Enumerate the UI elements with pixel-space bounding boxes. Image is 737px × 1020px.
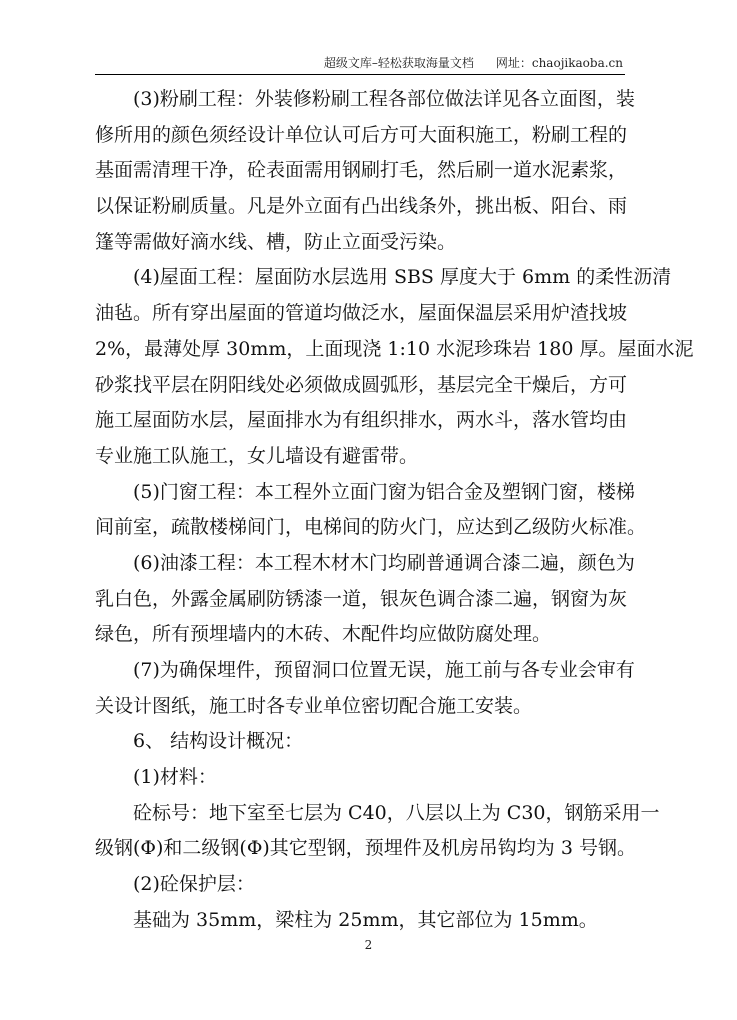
text-line: (3)粉刷工程：外装修粉刷工程各部位做法详见各立面图，装 [133,88,635,110]
header-site-name: 超级文库–轻松获取海量文档 [323,56,474,70]
text-line: 以保证粉刷质量。凡是外立面有凸出线条外，挑出板、阳台、雨 [95,195,628,218]
text-line: 修所用的颜色须经设计单位认可后方可大面积施工，粉刷工程的 [95,123,628,146]
subsection-heading: (1)材料： [133,766,217,789]
header-text [324,54,623,71]
text-line: 专业施工队施工，女儿墙设有避雷带。 [95,444,419,467]
header-url: 网址：chaojikaoba.cn [495,56,623,70]
text-line: (7)为确保埋件，预留洞口位置无误，施工前与各专业会审有 [133,659,635,681]
text-line: 砼标号：地下室至七层为 C40，八层以上为 C30，钢筋采用一 [133,801,660,824]
text-line: 关设计图纸，施工时各专业单位密切配合施工安装。 [95,694,533,717]
page-header [95,52,625,75]
text-line: 施工屋面防水层，屋面排水为有组织排水，两水斗，落水管均由 [95,409,628,432]
text-line: 2%，最薄处厚 30mm，上面现浇 1:10 水泥珍珠岩 180 厚。屋面水泥 [95,337,694,360]
text-line: 绿色，所有预埋墙内的木砖、木配件均应做防腐处理。 [95,623,552,646]
text-line: 基面需清理干净，砼表面需用钢刷打毛，然后刷一道水泥素浆， [95,159,628,182]
text-line: 乳白色，外露金属刷防锈漆一道，银灰色调合漆二遍，钢窗为灰 [95,587,628,610]
page-number: 2 [364,938,373,952]
text-line: 基础为 35mm，梁柱为 25mm，其它部位为 15mm。 [133,908,598,931]
document-body [95,82,694,939]
text-line: 砂浆找平层在阴阳线处必须做成圆弧形，基层完全干燥后，方可 [95,373,628,396]
section-heading: 6、 结构设计概况： [133,730,304,753]
text-line: (5)门窗工程：本工程外立面门窗为铝合金及塑钢门窗，楼梯 [133,480,635,503]
text-line: 间前室，疏散楼梯间门，电梯间的防火门，应达到乙级防火标准。 [95,516,647,539]
subsection-heading: (2)砼保护层： [133,873,255,896]
text-line: (4)屋面工程：屋面防水层选用 SBS 厚度大于 6mm 的柔性沥清 [133,266,672,289]
text-line: 级钢(Φ)和二级钢(Φ)其它型钢，预埋件及机房吊钩均为 3 号钢。 [95,837,636,860]
text-line: (6)油漆工程：本工程木材木门均刷普通调合漆二遍，颜色为 [133,551,635,574]
text-line: 篷等需做好滴水线、槽，防止立面受污染。 [95,230,457,253]
text-line: 油毡。所有穿出屋面的管道均做泛水，屋面保温层采用炉渣找坡 [95,302,628,325]
